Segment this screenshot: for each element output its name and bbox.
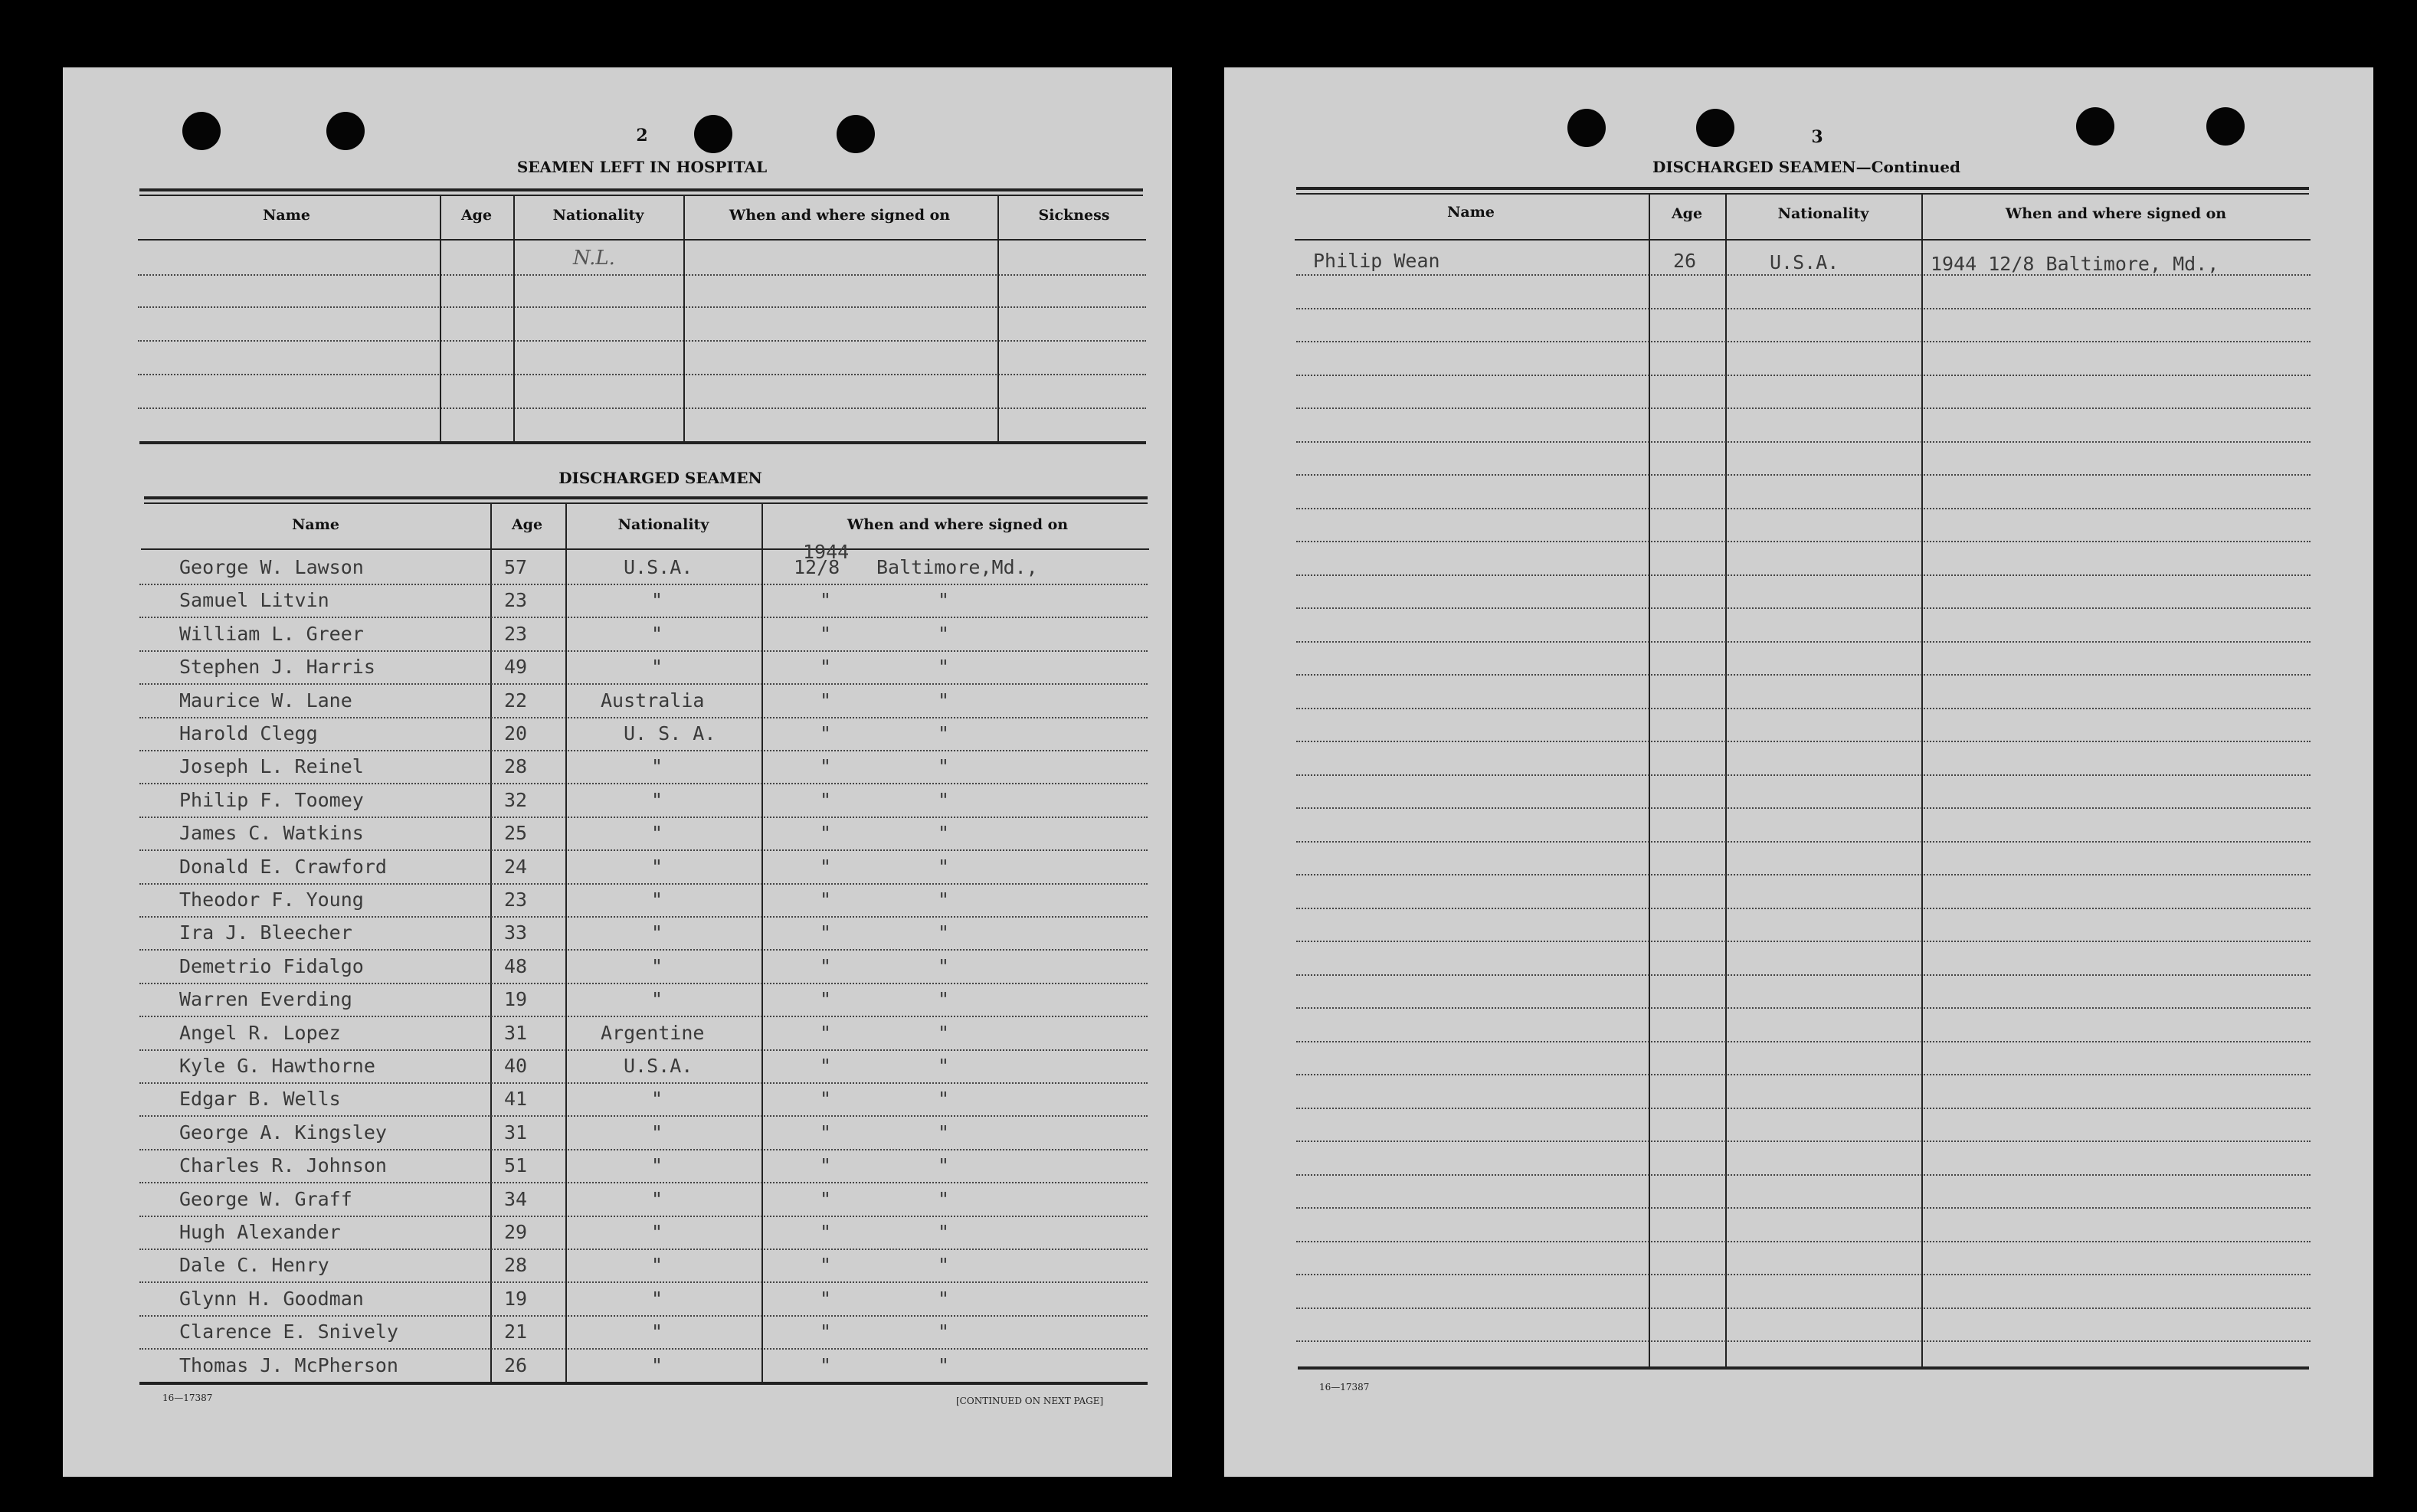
row-rule	[139, 1249, 1148, 1250]
row-rule	[1296, 1174, 2311, 1176]
column-rule	[440, 195, 441, 441]
row-rule	[139, 1182, 1148, 1183]
seaman-nationality: U.S.A.	[624, 556, 693, 578]
row-rule	[1296, 774, 2311, 776]
seaman-age: 19	[504, 1287, 528, 1310]
seaman-name: Kyle G. Hawthorne	[179, 1055, 375, 1077]
seaman-signed-place: "	[938, 822, 950, 845]
row-rule	[1296, 807, 2311, 809]
row-rule	[139, 1348, 1148, 1350]
seaman-name: Joseph L. Reinel	[179, 755, 364, 778]
table-rule	[138, 239, 1146, 241]
row-rule	[139, 617, 1148, 618]
seaman-nationality: "	[651, 1321, 663, 1343]
seaman-signed-place: "	[938, 689, 950, 712]
column-header-nationality: Nationality	[617, 516, 709, 533]
row-rule	[139, 683, 1148, 685]
seaman-age: 28	[504, 755, 528, 778]
seaman-signed-date: "	[820, 1187, 832, 1210]
seaman-nationality: "	[651, 889, 663, 911]
column-rule	[1649, 193, 1650, 1368]
discharged-continued-title	[1652, 158, 1960, 176]
seaman-nationality: "	[651, 954, 663, 977]
punch-hole	[1696, 109, 1734, 147]
row-rule	[1296, 375, 2311, 376]
row-rule	[1296, 941, 2311, 942]
seaman-name: Hugh Alexander	[179, 1221, 341, 1243]
seaman-signed-date: 12/8	[794, 556, 840, 578]
seaman-age: 51	[504, 1154, 528, 1177]
seaman-signed-date: "	[820, 1254, 832, 1277]
seaman-signed-date: "	[820, 855, 832, 878]
row-rule	[139, 1315, 1148, 1317]
table-rule	[139, 1382, 1148, 1385]
column-header-nationality: Nationality	[552, 207, 644, 224]
row-rule	[1296, 607, 2311, 609]
seaman-nationality: "	[651, 1287, 663, 1310]
seaman-signed-place: "	[938, 954, 950, 977]
seaman-nationality: U. S. A.	[624, 722, 716, 745]
punch-hole	[2076, 107, 2114, 146]
seaman-nationality: U.S.A.	[1770, 251, 1839, 273]
seaman-name: Philip Wean	[1313, 250, 1440, 272]
seaman-age: 23	[504, 589, 528, 612]
seaman-name: Edgar B. Wells	[179, 1088, 341, 1111]
seaman-age: 19	[504, 988, 528, 1011]
seaman-signed-date: "	[820, 1154, 832, 1177]
continued-note: [CONTINUED ON NEXT PAGE]	[956, 1396, 1104, 1406]
column-rule	[683, 195, 685, 441]
row-rule	[1296, 508, 2311, 509]
seaman-age: 26	[504, 1353, 528, 1376]
seaman-signed-place: "	[938, 988, 950, 1011]
row-rule	[1296, 841, 2311, 843]
seaman-signed-place: "	[938, 589, 950, 612]
seaman-age: 57	[504, 556, 528, 578]
row-rule	[1296, 441, 2311, 443]
table-rule	[144, 502, 1148, 504]
seaman-name: Philip F. Toomey	[179, 788, 364, 811]
row-rule	[1296, 908, 2311, 909]
row-rule	[139, 1115, 1148, 1117]
seaman-signed-date: "	[820, 921, 832, 944]
seaman-age: 23	[504, 622, 528, 645]
seaman-age: 25	[504, 822, 528, 845]
seaman-name: Stephen J. Harris	[179, 656, 375, 679]
left-page	[63, 67, 1172, 1477]
column-header-name: Name	[292, 516, 339, 533]
row-rule	[1296, 674, 2311, 676]
row-rule	[1296, 708, 2311, 709]
row-rule	[139, 1049, 1148, 1051]
seaman-signed-date: "	[820, 1088, 832, 1111]
row-rule	[139, 584, 1148, 585]
seaman-signed-place: "	[938, 1021, 950, 1044]
seaman-name: Glynn H. Goodman	[179, 1287, 364, 1310]
row-rule	[1296, 341, 2311, 342]
seaman-age: 31	[504, 1121, 528, 1144]
row-rule	[139, 783, 1148, 784]
row-rule	[139, 849, 1148, 851]
seaman-age: 48	[504, 954, 528, 977]
seaman-signed-date: "	[820, 755, 832, 778]
seaman-name: Maurice W. Lane	[179, 689, 352, 712]
row-rule	[1296, 407, 2311, 409]
row-rule	[139, 1216, 1148, 1217]
seaman-age: 33	[504, 921, 528, 944]
seaman-signed-date: "	[820, 1287, 832, 1310]
seaman-signed-place: "	[938, 1353, 950, 1376]
row-rule	[1296, 1340, 2311, 1342]
seaman-nationality: "	[651, 1121, 663, 1144]
row-rule	[1296, 1307, 2311, 1309]
table-rule	[1295, 239, 2311, 241]
row-rule	[1296, 641, 2311, 643]
column-header-nationality: Nationality	[1777, 205, 1869, 222]
seaman-signed-place: "	[938, 1154, 950, 1177]
seaman-signed-date: "	[820, 1055, 832, 1077]
row-rule	[1296, 1241, 2311, 1242]
row-rule	[1296, 474, 2311, 476]
seaman-signed-place: "	[938, 855, 950, 878]
seaman-signed-place: "	[938, 656, 950, 679]
row-rule	[138, 340, 1146, 342]
seaman-name: James C. Watkins	[179, 822, 364, 845]
hospital-section-title: SEAMEN LEFT IN HOSPITAL	[516, 158, 768, 176]
row-rule	[1296, 541, 2311, 542]
row-rule	[139, 916, 1148, 918]
row-rule	[1296, 874, 2311, 875]
seaman-signed-place: Baltimore,Md.,	[876, 556, 1038, 578]
seaman-name: George W. Graff	[179, 1187, 352, 1210]
seaman-signed-place: "	[938, 921, 950, 944]
seaman-age: 20	[504, 722, 528, 745]
punch-hole	[837, 115, 875, 153]
seaman-nationality: "	[651, 788, 663, 811]
seaman-age: 21	[504, 1321, 528, 1343]
seaman-nationality: "	[651, 755, 663, 778]
section-title-main: DISCHARGED SEAMEN	[1652, 158, 1856, 176]
punch-hole	[182, 112, 221, 150]
column-header-signed-on: When and where signed on	[847, 516, 1069, 533]
column-rule	[565, 502, 567, 1383]
row-rule	[138, 374, 1146, 375]
seaman-signed-place: "	[938, 1321, 950, 1343]
table-rule	[139, 188, 1143, 191]
page-number: 2	[636, 126, 648, 146]
seaman-signed-place: "	[938, 1287, 950, 1310]
seaman-age: 34	[504, 1187, 528, 1210]
column-header-age: Age	[460, 207, 493, 224]
seaman-nationality: "	[651, 988, 663, 1011]
table-rule	[139, 441, 1146, 444]
seaman-signed-place: "	[938, 622, 950, 645]
seaman-nationality: "	[651, 855, 663, 878]
seaman-signed-on: 1944 12/8 Baltimore, Md.,	[1931, 253, 2219, 275]
seaman-name: William L. Greer	[179, 622, 364, 645]
column-header-signed-on: When and where signed on	[729, 207, 951, 224]
seaman-nationality: "	[651, 1254, 663, 1277]
seaman-signed-place: "	[938, 1055, 950, 1077]
row-rule	[139, 983, 1148, 984]
punch-hole	[694, 115, 732, 153]
seaman-nationality: "	[651, 656, 663, 679]
seaman-age: 28	[504, 1254, 528, 1277]
seaman-age: 40	[504, 1055, 528, 1077]
seaman-name: Clarence E. Snively	[179, 1321, 398, 1343]
seaman-age: 31	[504, 1021, 528, 1044]
row-rule	[1296, 1074, 2311, 1075]
row-rule	[139, 1281, 1148, 1283]
row-rule	[1296, 1274, 2311, 1275]
seaman-nationality: "	[651, 921, 663, 944]
seaman-age: 26	[1673, 250, 1697, 272]
row-rule	[1296, 1041, 2311, 1042]
column-header-signed-on: When and where signed on	[2005, 205, 2227, 222]
table-rule	[144, 496, 1148, 499]
seaman-name: Samuel Litvin	[179, 589, 329, 612]
seaman-nationality: Australia	[601, 689, 705, 712]
column-header-name: Name	[263, 207, 310, 224]
seaman-nationality: "	[651, 622, 663, 645]
column-rule	[490, 502, 492, 1383]
row-rule	[138, 407, 1146, 409]
column-header-name: Name	[1447, 204, 1495, 221]
column-rule	[997, 195, 999, 441]
seaman-age: 29	[504, 1221, 528, 1243]
row-rule	[1296, 1141, 2311, 1142]
seaman-name: Warren Everding	[179, 988, 352, 1011]
row-rule	[139, 750, 1148, 751]
row-rule	[1296, 1007, 2311, 1009]
seaman-signed-date: "	[820, 788, 832, 811]
seaman-nationality: "	[651, 1221, 663, 1243]
row-rule	[139, 717, 1148, 718]
row-rule	[138, 306, 1146, 308]
seaman-signed-date: "	[820, 622, 832, 645]
seaman-nationality: "	[651, 1154, 663, 1177]
seaman-nationality: U.S.A.	[624, 1055, 693, 1077]
row-rule	[139, 1016, 1148, 1017]
seaman-name: Dale C. Henry	[179, 1254, 329, 1277]
column-header-age: Age	[511, 516, 543, 533]
seaman-signed-date: "	[820, 822, 832, 845]
column-rule	[1921, 193, 1923, 1368]
row-rule	[1296, 1108, 2311, 1109]
seaman-signed-date: "	[820, 656, 832, 679]
seaman-nationality: "	[651, 1088, 663, 1111]
handwritten-annotation: N.L.	[573, 247, 615, 270]
seaman-signed-date: "	[820, 954, 832, 977]
seaman-name: George A. Kingsley	[179, 1121, 387, 1144]
seaman-name: George W. Lawson	[179, 556, 364, 578]
form-number: 16—17387	[162, 1393, 213, 1403]
section-title-continued: —Continued	[1855, 158, 1961, 176]
column-header-age: Age	[1671, 205, 1703, 222]
seaman-age: 41	[504, 1088, 528, 1111]
row-rule	[139, 817, 1148, 818]
column-rule	[513, 195, 515, 441]
seaman-name: Theodor F. Young	[179, 889, 364, 911]
seaman-name: Harold Clegg	[179, 722, 318, 745]
seaman-age: 22	[504, 689, 528, 712]
seaman-nationality: "	[651, 589, 663, 612]
seaman-age: 32	[504, 788, 528, 811]
seaman-name: Charles R. Johnson	[179, 1154, 387, 1177]
row-rule	[139, 949, 1148, 951]
table-rule	[1296, 187, 2309, 190]
seaman-name: Angel R. Lopez	[179, 1021, 341, 1044]
row-rule	[139, 883, 1148, 885]
seaman-signed-date: "	[820, 1353, 832, 1376]
column-header-sickness: Sickness	[1038, 207, 1110, 224]
row-rule	[139, 1149, 1148, 1150]
seaman-signed-date: "	[820, 988, 832, 1011]
discharged-section-title: DISCHARGED SEAMEN	[558, 469, 762, 487]
seaman-name: Donald E. Crawford	[179, 855, 387, 878]
page-number: 3	[1811, 127, 1823, 147]
signed-on-year: 1944	[803, 541, 850, 563]
seaman-age: 49	[504, 656, 528, 679]
seaman-signed-place: "	[938, 1254, 950, 1277]
punch-hole	[326, 112, 365, 150]
seaman-nationality: "	[651, 1187, 663, 1210]
seaman-nationality: "	[651, 1353, 663, 1376]
seaman-age: 24	[504, 855, 528, 878]
seaman-signed-date: "	[820, 889, 832, 911]
row-rule	[1296, 574, 2311, 576]
punch-hole	[1567, 109, 1606, 147]
table-rule	[139, 195, 1143, 196]
right-page	[1224, 67, 2373, 1477]
seaman-nationality: "	[651, 822, 663, 845]
seaman-signed-date: "	[820, 1221, 832, 1243]
seaman-signed-place: "	[938, 1121, 950, 1144]
table-rule	[1296, 193, 2309, 195]
seaman-signed-place: "	[938, 889, 950, 911]
table-rule	[141, 548, 1149, 550]
seaman-signed-place: "	[938, 1221, 950, 1243]
table-rule	[1298, 1366, 2309, 1370]
seaman-signed-date: "	[820, 1021, 832, 1044]
punch-hole	[2206, 107, 2245, 146]
row-rule	[1296, 308, 2311, 309]
seaman-name: Demetrio Fidalgo	[179, 954, 364, 977]
row-rule	[1296, 741, 2311, 742]
row-rule	[1296, 974, 2311, 976]
seaman-nationality: Argentine	[601, 1021, 705, 1044]
seaman-name: Thomas J. McPherson	[179, 1353, 398, 1376]
seaman-signed-date: "	[820, 589, 832, 612]
seaman-signed-date: "	[820, 1121, 832, 1144]
column-rule	[1725, 193, 1727, 1368]
seaman-signed-place: "	[938, 722, 950, 745]
column-rule	[761, 502, 763, 1383]
seaman-signed-date: "	[820, 689, 832, 712]
form-number: 16—17387	[1319, 1382, 1370, 1393]
seaman-signed-date: "	[820, 722, 832, 745]
row-rule	[1296, 1207, 2311, 1209]
row-rule	[139, 1082, 1148, 1084]
seaman-name: Ira J. Bleecher	[179, 921, 352, 944]
seaman-signed-date: "	[820, 1321, 832, 1343]
seaman-signed-place: "	[938, 1187, 950, 1210]
seaman-signed-place: "	[938, 1088, 950, 1111]
seaman-age: 23	[504, 889, 528, 911]
seaman-signed-place: "	[938, 788, 950, 811]
seaman-signed-place: "	[938, 755, 950, 778]
row-rule	[139, 650, 1148, 652]
row-rule	[138, 274, 1146, 276]
